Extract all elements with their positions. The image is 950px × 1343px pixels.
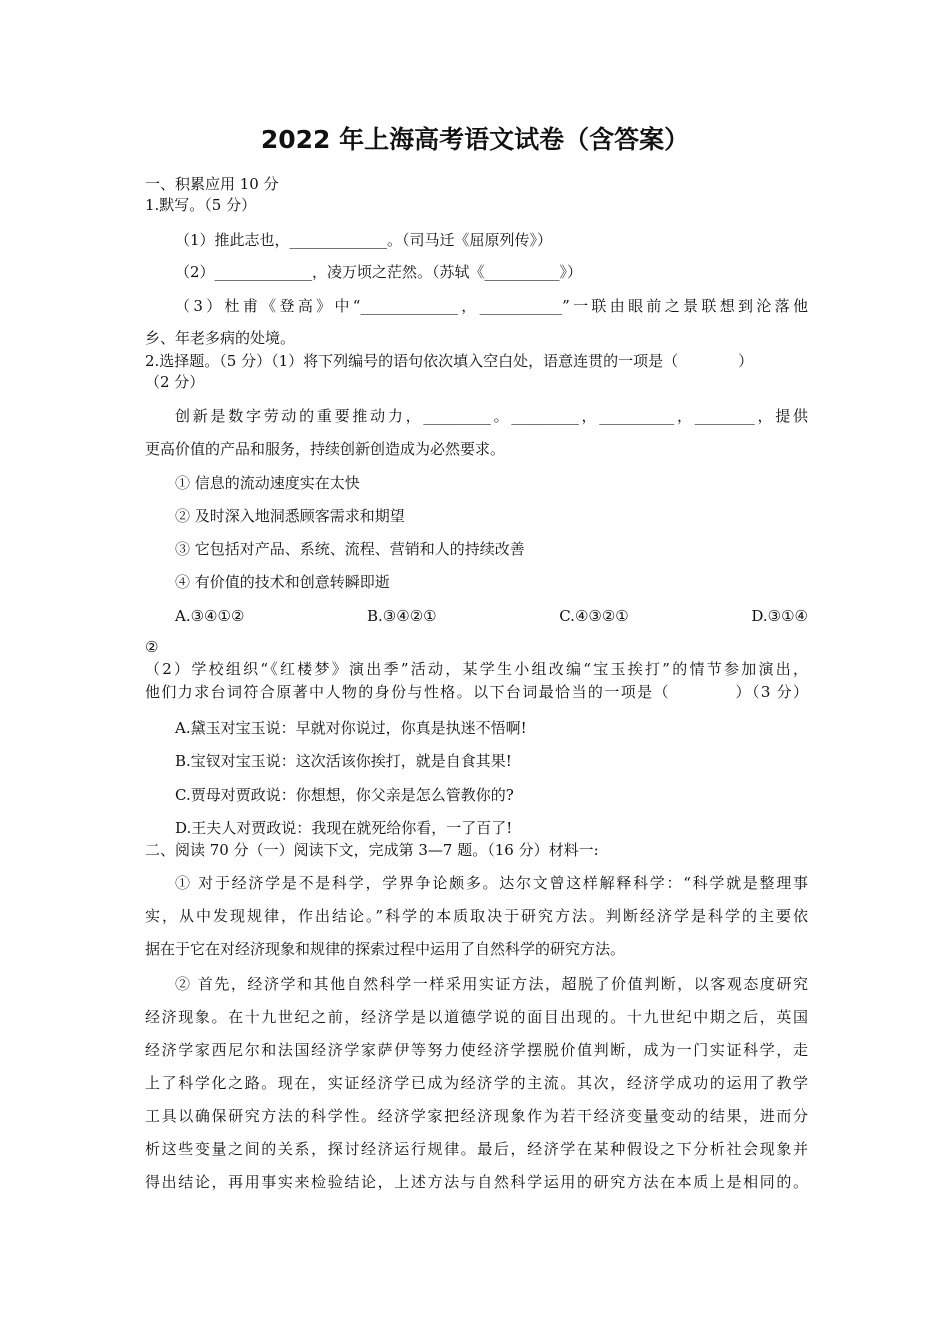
option-d: D.③①④ xyxy=(751,607,808,625)
question-1: 1.默写。（5 分） xyxy=(145,196,257,214)
choice: B.宝钗对宝玉说：这次活该你挨打，就是自食其果! xyxy=(175,752,512,770)
choice: C.贾母对贾政说：你想想，你父亲是怎么管教你的? xyxy=(175,786,514,804)
option-c: C.④③②① xyxy=(559,607,629,625)
option-d-wrap: ② xyxy=(145,638,159,656)
paragraph-line: 工具以确保研究方法的科学性。经济学家把经济现象作为若干经济变量变动的结果，进而分 xyxy=(145,1107,808,1125)
paragraph-line: ② 首先，经济学和其他自然科学一样采用实证方法，超脱了价值判断，以客观态度研究 xyxy=(175,975,808,993)
passage-line: 更高价值的产品和服务，持续创新创造成为必然要求。 xyxy=(145,440,506,458)
paragraph-line: 经济现象。在十九世纪之前，经济学是以道德学说的面目出现的。十九世纪中期之后，英国 xyxy=(145,1008,808,1026)
section-heading: 一、积累应用 10 分 xyxy=(145,175,279,193)
paragraph-line: 实，从中发现规律，作出结论。”科学的本质取决于研究方法。判断经济学是科学的主要依 xyxy=(145,907,808,925)
choice: A.黛玉对宝玉说：早就对你说过，你真是执迷不悟啊! xyxy=(175,719,527,737)
section-heading: 二、阅读 70 分（一）阅读下文，完成第 3—7 题。（16 分）材料一: xyxy=(145,841,599,859)
paragraph-line: 得出结论，再用事实来检验结论，上述方法与自然科学运用的研究方法在本质上是相同的。 xyxy=(145,1173,808,1191)
paragraph-line: ① 对于经济学是不是科学，学界争论颇多。达尔文曾这样解释科学：“科学就是整理事 xyxy=(175,874,808,892)
answer-options xyxy=(175,606,808,626)
question-2: 2.选择题。（5 分）（1）将下列编号的语句依次填入空白处，语意连贯的一项是（ ） xyxy=(145,352,754,370)
sentence-option: ③ 它包括对产品、系统、流程、营销和人的持续改善 xyxy=(175,540,525,558)
sentence-option: ④ 有价值的技术和创意转瞬即逝 xyxy=(175,573,390,591)
option-a: A.③④①② xyxy=(175,607,245,625)
paragraph-line: 上了科学化之路。现在，实证经济学已成为经济学的主流。其次，经济学成功的运用了教学 xyxy=(145,1074,808,1092)
dictation-item: （3）杜甫《登高》中“_____________，___________”一联由眼前之景联想到沦落他 xyxy=(175,297,808,315)
question-2-2: 他们力求台词符合原著中人物的身份与性格。以下台词最恰当的一项是（ ）（3 分） xyxy=(145,683,808,701)
dictation-item: 乡、年老多病的处境。 xyxy=(145,329,296,347)
paragraph-line: 析这些变量之间的关系，探讨经济运行规律。最后，经济学在某种假设之下分析社会现象并 xyxy=(145,1140,808,1158)
option-b: B.③④②① xyxy=(367,607,437,625)
question-2-score: （2 分） xyxy=(145,373,205,391)
paragraph-line: 据在于它在对经济现象和规律的探索过程中运用了自然科学的研究方法。 xyxy=(145,940,626,958)
choice: D.王夫人对贾政说：我现在就死给你看，一了百了! xyxy=(175,819,513,837)
passage-line: 创新是数字劳动的重要推动力，_________。_________，__________，________，提供 xyxy=(175,407,808,425)
sentence-option: ① 信息的流动速度实在太快 xyxy=(175,474,360,492)
paragraph-line: 经济学家西尼尔和法国经济学家萨伊等努力使经济学摆脱价值判断，成为一门实证科学，走 xyxy=(145,1041,808,1059)
page-title: 2022 年上海高考语文试卷（含答案） xyxy=(260,125,690,154)
dictation-item: （1）推此志也，_____________。（司马迁《屈原列传》） xyxy=(175,231,553,249)
dictation-item: （2）_____________，凌万顷之茫然。（苏轼《__________》） xyxy=(175,263,583,281)
sentence-option: ② 及时深入地洞悉顾客需求和期望 xyxy=(175,507,405,525)
question-2-2: （2）学校组织“《红楼梦》演出季”活动，某学生小组改编“宝玉挨打”的情节参加演出， xyxy=(145,660,808,678)
